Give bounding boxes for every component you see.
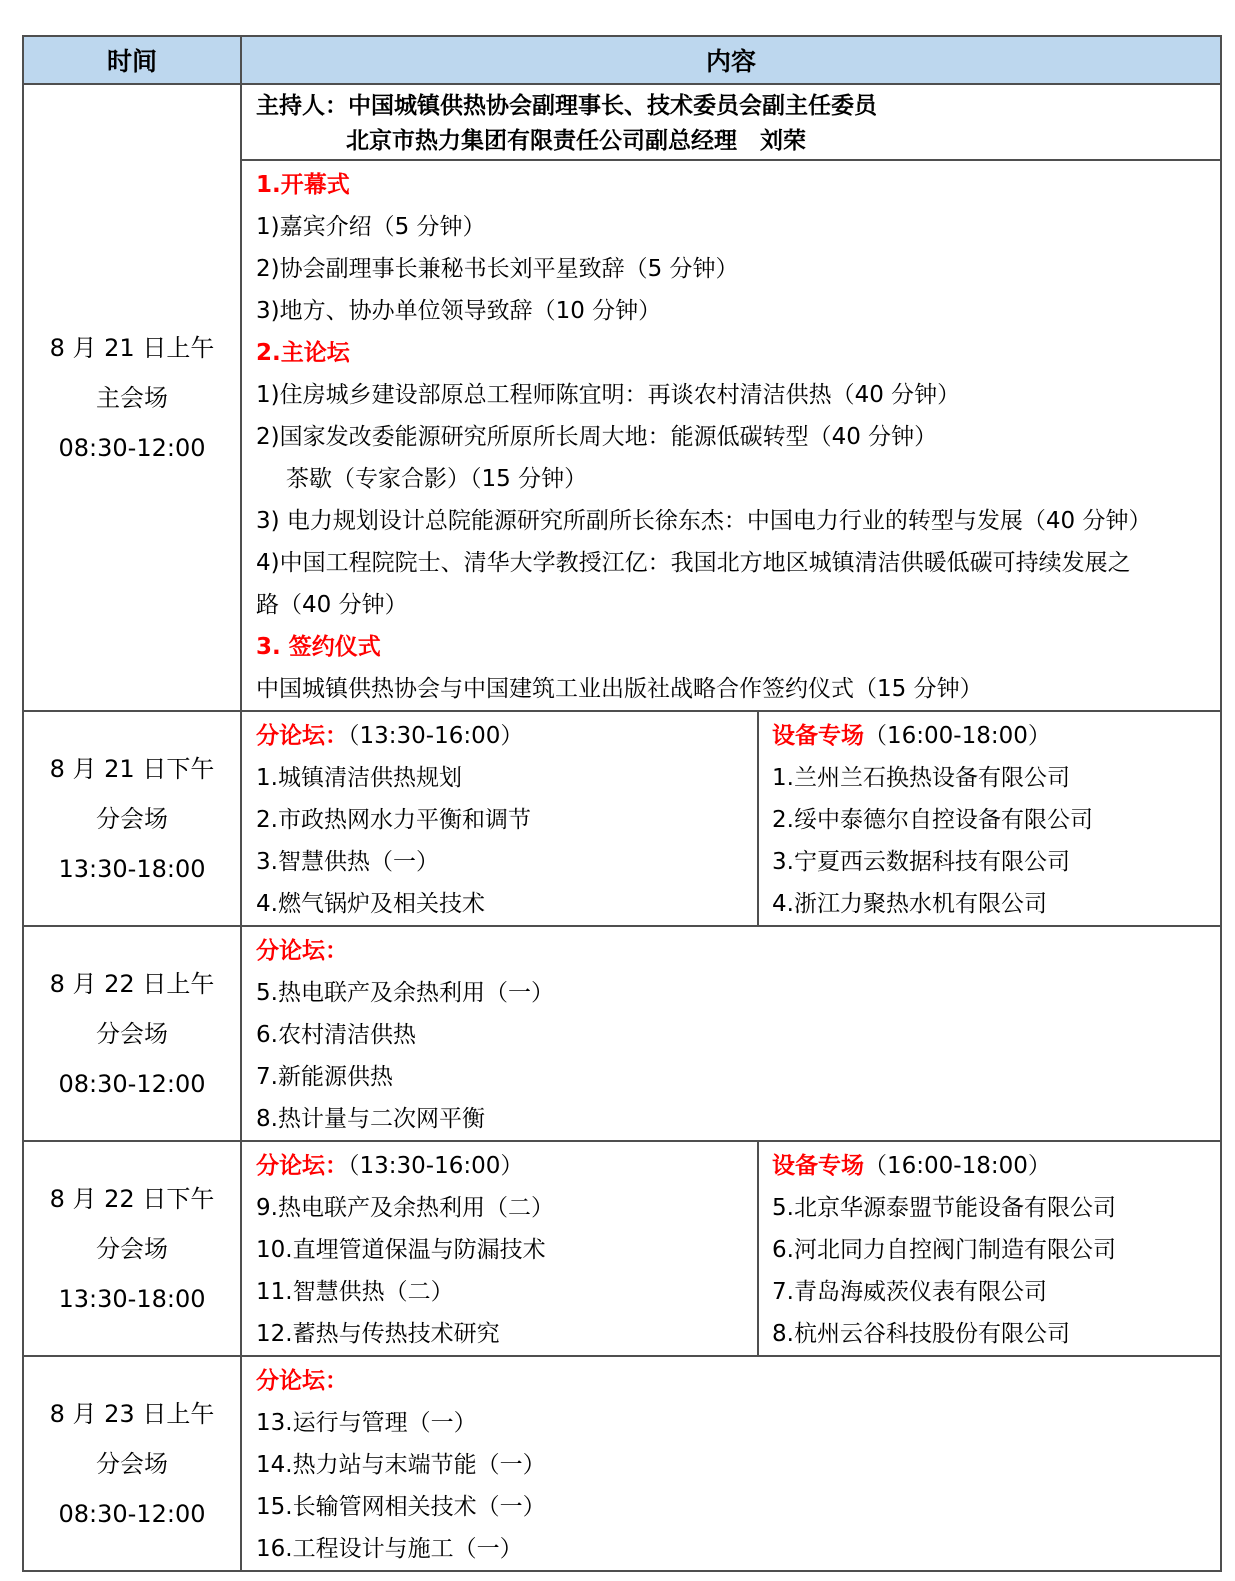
schedule-row (23, 84, 1221, 711)
session-heading (256, 930, 1212, 972)
session-column (242, 1357, 1220, 1570)
schedule-row (23, 926, 1221, 1141)
header-content: 内容 (241, 36, 1221, 84)
moderator-line-2: 北京市热力集团有限责任公司副总经理 刘荣 (346, 128, 806, 154)
time-line: 主会场 (96, 383, 168, 412)
session-time-range: （13:30-16:00） (348, 1153, 524, 1179)
agenda-line: 中国城镇供热协会与中国建筑工业出版社战略合作签约仪式（15 分钟） (256, 676, 983, 702)
session-label: 分论坛： (256, 723, 348, 749)
session-item: 6.河北同力自控阀门制造有限公司 (772, 1237, 1116, 1263)
session-item: 2.绥中泰德尔自控设备有限公司 (772, 807, 1093, 833)
time-line: 08:30-12:00 (58, 433, 206, 462)
session-time-range: （16:00-18:00） (864, 723, 1051, 749)
time-line: 13:30-18:00 (58, 1284, 206, 1313)
time-cell (23, 84, 241, 711)
session-column (242, 712, 759, 925)
session-label: 分论坛： (256, 1368, 348, 1394)
time-line: 分会场 (96, 1449, 168, 1478)
content-columns (242, 1357, 1220, 1570)
time-line: 分会场 (96, 1234, 168, 1263)
agenda-section-heading: 3. 签约仪式 (256, 634, 381, 660)
agenda-section-heading: 2.主论坛 (256, 340, 350, 366)
time-cell (23, 711, 241, 926)
content-cell (241, 1356, 1221, 1571)
agenda-line: 4)中国工程院院士、清华大学教授江亿：我国北方地区城镇清洁供暖低碳可持续发展之 (256, 550, 1131, 576)
content-columns (242, 927, 1220, 1140)
session-item: 16.工程设计与施工（一） (256, 1536, 523, 1562)
session-heading (772, 715, 1212, 757)
session-item: 1.城镇清洁供热规划 (256, 765, 462, 791)
content-columns (242, 1142, 1220, 1355)
session-item: 12.蓄热与传热技术研究 (256, 1321, 500, 1347)
session-time-range: （13:30-16:00） (348, 723, 524, 749)
time-cell (23, 1356, 241, 1571)
session-item: 7.青岛海威茨仪表有限公司 (772, 1279, 1047, 1305)
content-cell (241, 84, 1221, 711)
content-cell (241, 1141, 1221, 1356)
session-item: 5.北京华源泰盟节能设备有限公司 (772, 1195, 1116, 1221)
agenda-line: 茶歇（专家合影）（15 分钟） (286, 466, 588, 492)
session-item: 4.燃气锅炉及相关技术 (256, 891, 485, 917)
time-line: 8 月 23 日上午 (49, 1399, 215, 1428)
header-row (23, 36, 1221, 84)
session-column (759, 712, 1220, 925)
session-item: 2.市政热网水力平衡和调节 (256, 807, 531, 833)
session-item: 10.直埋管道保温与防漏技术 (256, 1237, 546, 1263)
moderator-block (242, 85, 1220, 161)
session-item: 11.智慧供热（二） (256, 1279, 454, 1305)
time-line: 8 月 22 日下午 (49, 1184, 215, 1213)
time-line: 8 月 22 日上午 (49, 969, 215, 998)
content-cell (241, 711, 1221, 926)
session-item: 3.智慧供热（一） (256, 849, 439, 875)
schedule-row (23, 711, 1221, 926)
agenda-line: 2)国家发改委能源研究所原所长周大地：能源低碳转型（40 分钟） (256, 424, 938, 450)
session-item: 3.宁夏西云数据科技有限公司 (772, 849, 1070, 875)
session-item: 15.长输管网相关技术（一） (256, 1494, 546, 1520)
session-item: 7.新能源供热 (256, 1064, 393, 1090)
session-item: 14.热力站与末端节能（一） (256, 1452, 546, 1478)
session-item: 6.农村清洁供热 (256, 1022, 416, 1048)
session-label: 分论坛： (256, 938, 348, 964)
session-heading (256, 1360, 1212, 1402)
session-label: 分论坛： (256, 1153, 348, 1179)
time-line: 8 月 21 日下午 (49, 754, 215, 783)
agenda-line: 3)地方、协办单位领导致辞（10 分钟） (256, 298, 662, 324)
agenda-line: 1)住房城乡建设部原总工程师陈宜明：再谈农村清洁供热（40 分钟） (256, 382, 961, 408)
session-item: 8.杭州云谷科技股份有限公司 (772, 1321, 1070, 1347)
header-time: 时间 (23, 36, 241, 84)
time-cell (23, 926, 241, 1141)
session-heading (256, 715, 749, 757)
schedule-table (22, 35, 1222, 1572)
time-line: 13:30-18:00 (58, 854, 206, 883)
session-label: 设备专场 (772, 1153, 864, 1179)
session-item: 4.浙江力聚热水机有限公司 (772, 891, 1047, 917)
session-column (759, 1142, 1220, 1355)
agenda-line: 路（40 分钟） (256, 592, 408, 618)
moderator-line-1: 主持人：中国城镇供热协会副理事长、技术委员会副主任委员 (256, 93, 877, 119)
time-cell (23, 1141, 241, 1356)
time-line: 08:30-12:00 (58, 1069, 206, 1098)
session-time-range: （16:00-18:00） (864, 1153, 1051, 1179)
agenda-section-heading: 1.开幕式 (256, 172, 350, 198)
session-item: 9.热电联产及余热利用（二） (256, 1195, 554, 1221)
content-columns (242, 712, 1220, 925)
agenda-block (242, 161, 1220, 710)
agenda-line: 1)嘉宾介绍（5 分钟） (256, 214, 486, 240)
agenda-line: 3) 电力规划设计总院能源研究所副所长徐东杰：中国电力行业的转型与发展（40 分钟） (256, 508, 1152, 534)
session-column (242, 1142, 759, 1355)
time-line: 分会场 (96, 1019, 168, 1048)
session-column (242, 927, 1220, 1140)
session-item: 8.热计量与二次网平衡 (256, 1106, 485, 1132)
session-item: 1.兰州兰石换热设备有限公司 (772, 765, 1070, 791)
schedule-row (23, 1356, 1221, 1571)
schedule-row (23, 1141, 1221, 1356)
session-item: 5.热电联产及余热利用（一） (256, 980, 554, 1006)
agenda-line: 2)协会副理事长兼秘书长刘平星致辞（5 分钟） (256, 256, 739, 282)
session-heading (256, 1145, 749, 1187)
session-label: 设备专场 (772, 723, 864, 749)
content-cell (241, 926, 1221, 1141)
session-heading (772, 1145, 1212, 1187)
session-item: 13.运行与管理（一） (256, 1410, 477, 1436)
time-line: 8 月 21 日上午 (49, 333, 215, 362)
time-line: 08:30-12:00 (58, 1499, 206, 1528)
time-line: 分会场 (96, 804, 168, 833)
